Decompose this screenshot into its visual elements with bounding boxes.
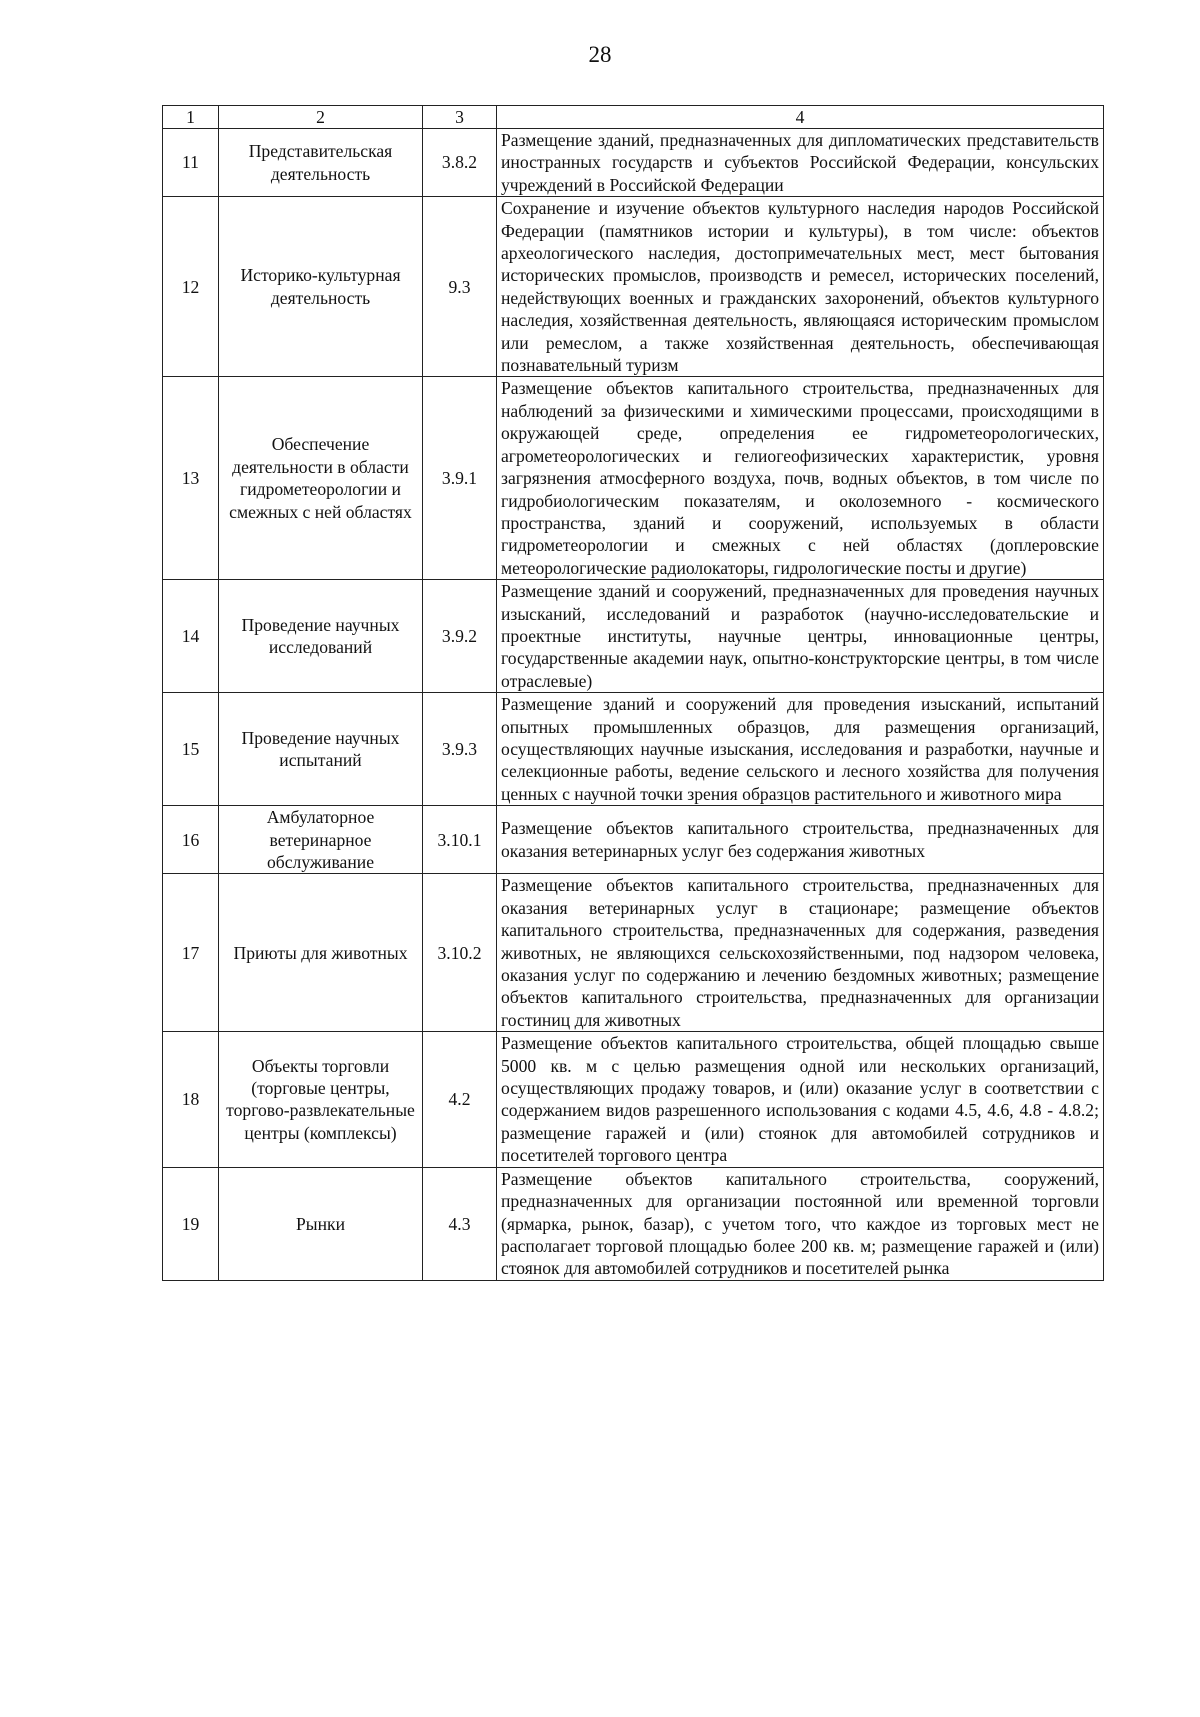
column-header-1: 1	[163, 106, 219, 129]
column-header-2: 2	[219, 106, 423, 129]
page-number: 28	[588, 42, 612, 67]
use-type-description: Размещение зданий и сооружений для проведения изысканий, испытаний опытных промышленных образцов, для размещения организаций, осуществляющих научные изыскания, исследования и разработки, научные и селекционные работы, ведение сельского и лесного хозяйства для получения ценных с научной точки зрения образцов растительного и животного мира	[497, 693, 1104, 806]
use-type-name: Амбулаторное ветеринарное обслуживание	[219, 806, 423, 874]
use-type-code: 4.2	[423, 1032, 497, 1167]
row-number: 14	[163, 580, 219, 693]
row-number: 11	[163, 129, 219, 197]
table-row	[163, 806, 1104, 874]
use-type-name: Представительская деятельность	[219, 129, 423, 197]
use-type-code: 3.10.1	[423, 806, 497, 874]
row-number: 17	[163, 874, 219, 1032]
table-row	[163, 874, 1104, 1032]
use-type-name: Обеспечение деятельности в области гидрометеорологии и смежных с ней областях	[219, 377, 423, 580]
use-type-name: Проведение научных испытаний	[219, 693, 423, 806]
use-type-code: 9.3	[423, 197, 497, 377]
column-header-4: 4	[497, 106, 1104, 129]
use-type-name: Историко-культурная деятельность	[219, 197, 423, 377]
table-row	[163, 1167, 1104, 1280]
use-type-code: 3.10.2	[423, 874, 497, 1032]
row-number: 19	[163, 1167, 219, 1280]
use-type-code: 3.9.1	[423, 377, 497, 580]
row-number: 18	[163, 1032, 219, 1167]
row-number: 15	[163, 693, 219, 806]
use-type-code: 3.9.3	[423, 693, 497, 806]
table-row	[163, 129, 1104, 197]
use-type-description: Размещение объектов капитального строительства, предназначенных для оказания ветеринарных услуг без содержания животных	[497, 806, 1104, 874]
row-number: 13	[163, 377, 219, 580]
table-row	[163, 693, 1104, 806]
land-use-table	[162, 105, 1104, 1281]
row-number: 16	[163, 806, 219, 874]
table-row	[163, 197, 1104, 377]
row-number: 12	[163, 197, 219, 377]
use-type-description: Размещение зданий и сооружений, предназначенных для проведения научных изысканий, исследований и разработок (научно-исследовательские и проектные институты, научные центры, инновационные центры, государственные академии наук, опытно-конструкторские центры, в том числе отраслевые)	[497, 580, 1104, 693]
use-type-description: Размещение объектов капитального строительства, сооружений, предназначенных для организации постоянной или временной торговли (ярмарка, рынок, базар), с учетом того, что каждое из торговых мест не располагает торговой площадью более 200 кв. м; размещение гаражей и (или) стоянок для автомобилей сотрудников и посетителей рынка	[497, 1167, 1104, 1280]
use-type-name: Приюты для животных	[219, 874, 423, 1032]
table-row	[163, 1032, 1104, 1167]
use-type-name: Рынки	[219, 1167, 423, 1280]
table-row	[163, 580, 1104, 693]
column-header-3: 3	[423, 106, 497, 129]
use-type-code: 3.8.2	[423, 129, 497, 197]
use-type-code: 3.9.2	[423, 580, 497, 693]
use-type-description: Размещение зданий, предназначенных для дипломатических представительств иностранных государств и субъектов Российской Федерации, консульских учреждений в Российской Федерации	[497, 129, 1104, 197]
table-row	[163, 377, 1104, 580]
use-type-name: Объекты торговли (торговые центры, торгово-развлекательные центры (комплексы)	[219, 1032, 423, 1167]
use-type-name: Проведение научных исследований	[219, 580, 423, 693]
use-type-description: Размещение объектов капитального строительства, предназначенных для оказания ветеринарных услуг в стационаре; размещение объектов капитального строительства, предназначенных для содержания, разведения животных, не являющихся сельскохозяйственными, под надзором человека, оказания услуг по содержанию и лечению бездомных животных; размещение объектов капитального строительства, предназначенных для организации гостиниц для животных	[497, 874, 1104, 1032]
use-type-code: 4.3	[423, 1167, 497, 1280]
table-header-row	[163, 106, 1104, 129]
use-type-description: Размещение объектов капитального строительства, предназначенных для наблюдений за физическими и химическими процессами, происходящими в окружающей среде, определения ее гидрометеорологических, агрометеорологических и гелиогеофизических характеристик, уровня загрязнения атмосферного воздуха, почв, водных объектов, в том числе по гидробиологическим показателям, и околоземного - космического пространства, зданий и сооружений, используемых в области гидрометеорологии и смежных с ней областях (доплеровские метеорологические радиолокаторы, гидрологические посты и другие)	[497, 377, 1104, 580]
use-type-description: Размещение объектов капитального строительства, общей площадью свыше 5000 кв. м с целью размещения одной или нескольких организаций, осуществляющих продажу товаров, и (или) оказание услуг в соответствии с содержанием видов разрешенного использования с кодами 4.5, 4.6, 4.8 - 4.8.2; размещение гаражей и (или) стоянок для автомобилей сотрудников и посетителей торгового центра	[497, 1032, 1104, 1167]
use-type-description: Сохранение и изучение объектов культурного наследия народов Российской Федерации (памятников истории и культуры), в том числе: объектов археологического наследия, достопримечательных мест, мест бытования исторических промыслов, производств и ремесел, исторических поселений, недействующих военных и гражданских захоронений, объектов культурного наследия, хозяйственная деятельность, являющаяся историческим промыслом или ремеслом, а также хозяйственная деятельность, обеспечивающая познавательный туризм	[497, 197, 1104, 377]
